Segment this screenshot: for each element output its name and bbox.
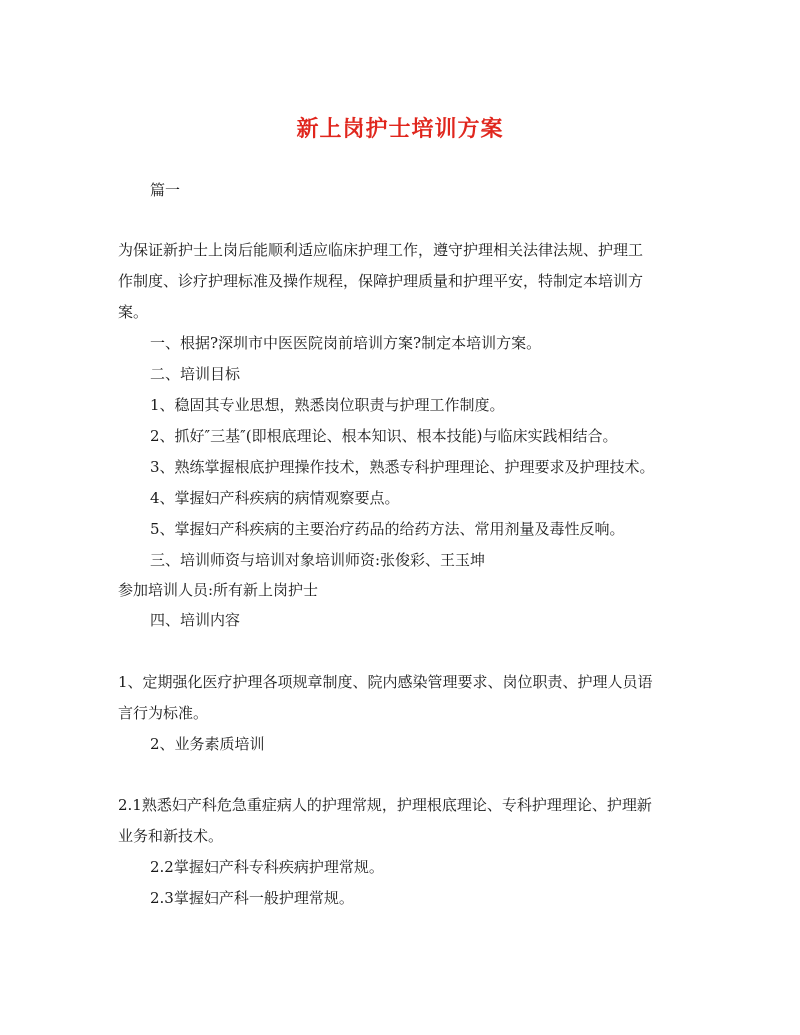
section-heading: 二、培训目标 (150, 365, 241, 383)
paragraph-line: 为保证新护士上岗后能顺利适应临床护理工作，遵守护理相关法律法规、护理工 (118, 241, 644, 259)
document-title: 新上岗护士培训方案 (296, 116, 504, 142)
list-item: 4、掌握妇产科疾病的病情观察要点。 (150, 489, 400, 507)
list-item: 2.2掌握妇产科专科疾病护理常规。 (150, 858, 384, 876)
paragraph-line: 言行为标准。 (118, 704, 209, 722)
paragraph-line: 业务和新技术。 (118, 827, 224, 845)
list-item: 3、熟练掌握根底护理操作技术，熟悉专科护理理论、护理要求及护理技术。 (150, 458, 655, 476)
paragraph-line: 案。 (118, 303, 149, 321)
list-item: 1、稳固其专业思想，熟悉岗位职责与护理工作制度。 (150, 396, 505, 414)
section-heading: 四、培训内容 (150, 611, 241, 629)
paragraph-line: 一、根据?深圳市中医医院岗前培训方案?制定本培训方案。 (150, 334, 542, 352)
paragraph-line: 1、定期强化医疗护理各项规章制度、院内感染管理要求、岗位职责、护理人员语 (118, 673, 653, 691)
section-label: 篇一 (150, 181, 181, 199)
paragraph-line: 2.1熟悉妇产科危急重症病人的护理常规，护理根底理论、专科护理理论、护理新 (118, 796, 652, 814)
list-item: 5、掌握妇产科疾病的主要治疗药品的给药方法、常用剂量及毒性反响。 (150, 520, 625, 538)
list-item: 2、业务素质培训 (150, 735, 265, 753)
section-heading: 三、培训师资与培训对象培训师资:张俊彩、王玉坤 (150, 551, 486, 569)
list-item: 2.3掌握妇产科一般护理常规。 (150, 889, 354, 907)
list-item: 2、抓好″三基″(即根底理论、根本知识、根本技能)与临床实践相结合。 (150, 427, 618, 445)
paragraph-line: 参加培训人员:所有新上岗护士 (118, 581, 319, 599)
paragraph-line: 作制度、诊疗护理标准及操作规程，保障护理质量和护理平安，特制定本培训方 (118, 272, 644, 290)
